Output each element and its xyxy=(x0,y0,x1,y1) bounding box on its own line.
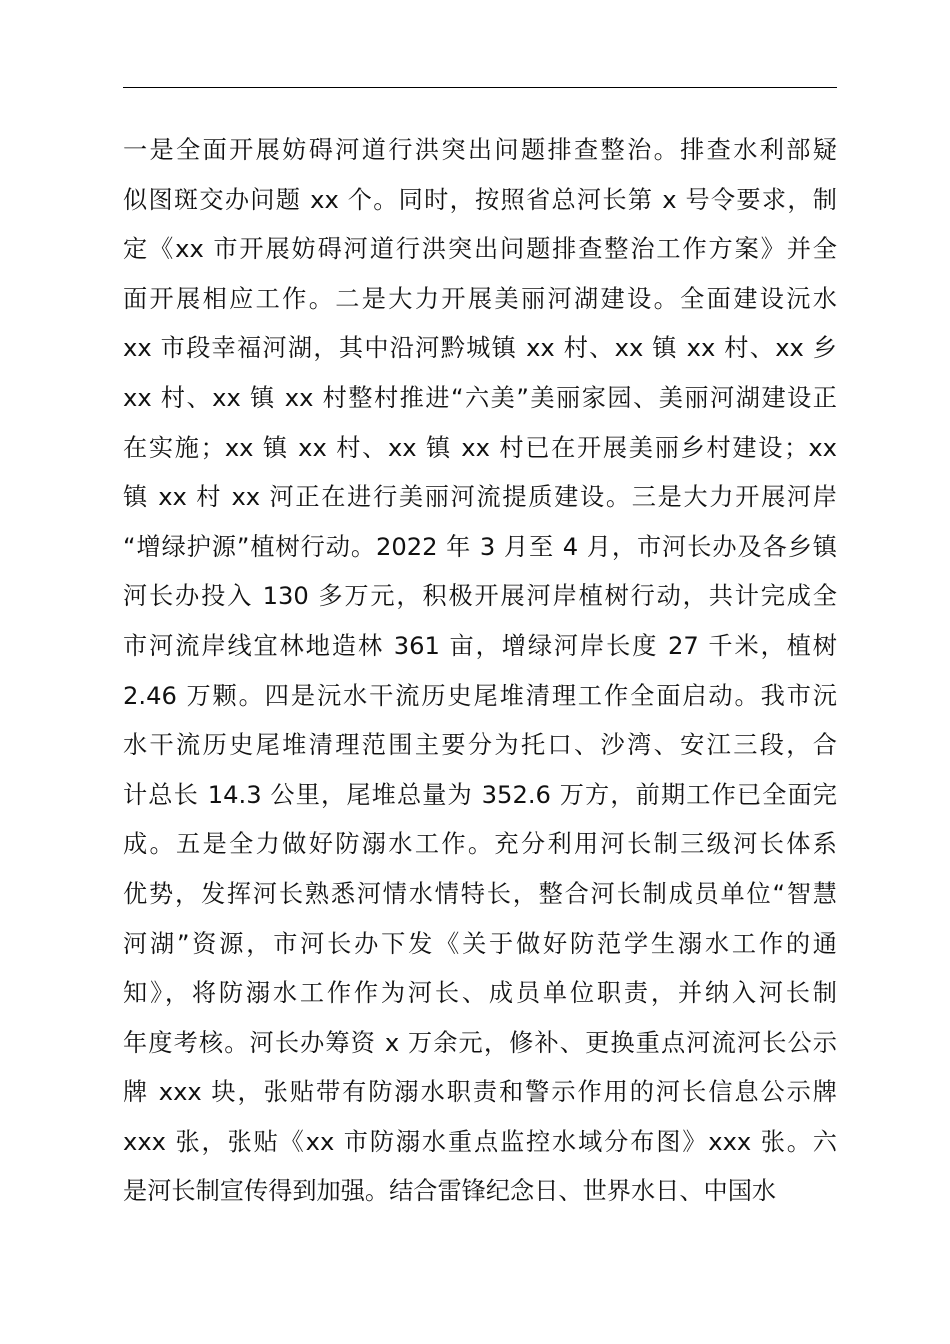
header-rule xyxy=(123,87,837,88)
text-line: 镇 xx 村 xx 河正在进行美丽河流提质建设。三是大力开展河岸 xyxy=(123,483,837,512)
text-line: 定《xx 市开展妨碍河道行洪突出问题排查整治工作方案》并全 xyxy=(123,235,837,264)
text-line: xxx 张，张贴《xx 市防溺水重点监控水域分布图》xxx 张。六 xyxy=(123,1127,837,1156)
text-line: xx 市段幸福河湖，其中沿河黔城镇 xx 村、xx 镇 xx 村、xx 乡 xyxy=(123,334,837,363)
text-line: 面开展相应工作。二是大力开展美丽河湖建设。全面建设沅水 xyxy=(123,284,837,313)
text-line: 知》，将防溺水工作作为河长、成员单位职责，并纳入河长制 xyxy=(123,979,837,1008)
text-line: 似图斑交办问题 xx 个。同时，按照省总河长第 x 号令要求，制 xyxy=(123,185,837,214)
text-line: 河湖”资源，市河长办下发《关于做好防范学生溺水工作的通 xyxy=(123,929,837,958)
text-line: 年度考核。河长办筹资 x 万余元，修补、更换重点河流河长公示 xyxy=(123,1028,837,1057)
text-line: 水干流历史尾堆清理范围主要分为托口、沙湾、安江三段，合 xyxy=(123,731,837,760)
text-line: 一是全面开展妨碍河道行洪突出问题排查整治。排查水利部疑 xyxy=(123,136,837,164)
text-line: 是河长制宣传得到加强。结合雷锋纪念日、世界水日、中国水 xyxy=(123,1177,777,1206)
text-line: 计总长 14.3 公里，尾堆总量为 352.6 万方，前期工作已全面完 xyxy=(123,780,837,809)
text-line: 优势，发挥河长熟悉河情水情特长，整合河长制成员单位“智慧 xyxy=(123,879,837,908)
text-line: 牌 xxx 块，张贴带有防溺水职责和警示作用的河长信息公示牌 xyxy=(123,1078,837,1107)
text-line: 2.46 万颗。四是沅水干流历史尾堆清理工作全面启动。我市沅 xyxy=(123,681,837,710)
text-line: “增绿护源”植树行动。2022 年 3 月至 4 月，市河长办及各乡镇 xyxy=(123,532,837,561)
text-line: 河长办投入 130 多万元，积极开展河岸植树行动，共计完成全 xyxy=(123,582,837,611)
text-line: 市河流岸线宜林地造林 361 亩，增绿河岸长度 27 千米，植树 xyxy=(123,631,837,660)
text-line: 在实施；xx 镇 xx 村、xx 镇 xx 村已在开展美丽乡村建设；xx xyxy=(123,433,837,462)
text-line: 成。五是全力做好防溺水工作。充分利用河长制三级河长体系 xyxy=(123,830,837,859)
body-paragraph xyxy=(123,126,837,1217)
text-line: xx 村、xx 镇 xx 村整村推进“六美”美丽家园、美丽河湖建设正 xyxy=(123,383,837,412)
